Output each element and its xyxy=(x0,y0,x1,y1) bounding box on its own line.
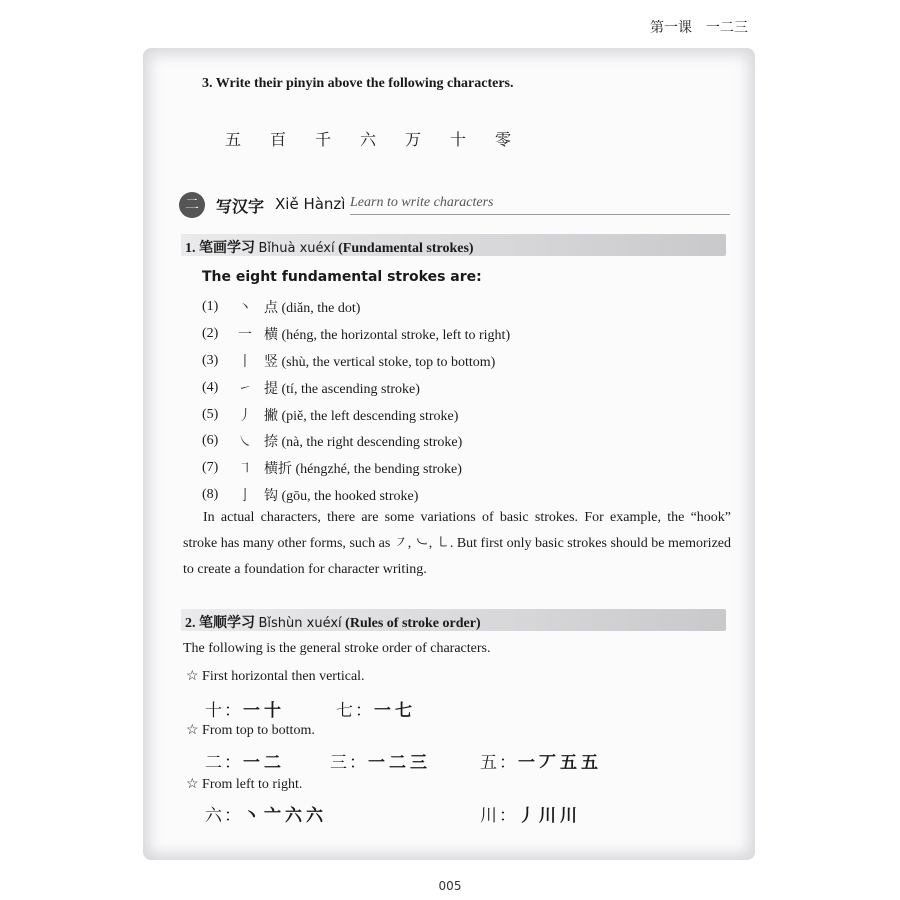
list-item xyxy=(202,374,510,401)
example-sequence: 丶亠六六 xyxy=(243,806,327,826)
stroke-number: (6) xyxy=(202,433,219,449)
stroke-list xyxy=(202,294,510,508)
stroke-description: 点 (diǎn, the dot) xyxy=(264,301,361,317)
subsection-title-en: (Fundamental strokes) xyxy=(338,241,474,256)
stroke-order-example xyxy=(205,801,327,826)
subsection-number: 2. xyxy=(185,616,196,631)
subsection-title-pinyin: Bǐshùn xuéxí xyxy=(258,616,342,631)
list-item xyxy=(202,294,510,321)
stroke-glyph: 丶 xyxy=(238,300,252,317)
example-sequence: 丿川川 xyxy=(518,806,581,826)
stroke-description: 捺 (nà, the right descending stroke) xyxy=(264,435,463,451)
practice-character: 千 xyxy=(314,130,331,149)
practice-character: 五 xyxy=(224,130,241,149)
subsection-title-en: (Rules of stroke order) xyxy=(345,616,481,631)
stroke-order-rule: ☆ From top to bottom. xyxy=(186,723,315,738)
list-item xyxy=(202,428,510,455)
example-character: 二： xyxy=(205,753,243,773)
list-item xyxy=(202,348,510,375)
practice-character: 百 xyxy=(269,130,286,149)
subsection-title-zh: 笔顺学习 xyxy=(199,616,255,631)
stroke-glyph: 一 xyxy=(238,327,252,344)
example-sequence: 一七 xyxy=(374,701,416,721)
stroke-glyph: ㇕ xyxy=(238,461,252,478)
stroke-order-example xyxy=(336,696,416,721)
subsection-heading xyxy=(185,612,481,632)
stroke-order-rule: ☆ First horizontal then vertical. xyxy=(186,669,365,684)
section-english-title: Learn to write characters xyxy=(350,195,494,210)
subsection-title-zh: 笔画学习 xyxy=(199,241,255,256)
list-item xyxy=(202,321,510,348)
subsection-heading xyxy=(185,237,474,257)
section-number-badge: 二 xyxy=(179,192,205,218)
stroke-order-intro: The following is the general stroke order of characters. xyxy=(183,641,491,656)
page-number: 005 xyxy=(438,879,462,893)
practice-character: 十 xyxy=(449,130,466,149)
stroke-number: (4) xyxy=(202,379,219,395)
example-character: 七： xyxy=(336,701,374,721)
stroke-description: 横折 (héngzhé, the bending stroke) xyxy=(264,462,462,478)
stroke-number: (7) xyxy=(202,460,219,476)
stroke-description: 竖 (shù, the vertical stoke, top to bottom) xyxy=(264,354,496,370)
stroke-glyph: 亅 xyxy=(238,487,252,504)
stroke-glyph: ㇏ xyxy=(238,434,252,451)
stroke-order-example xyxy=(480,748,602,773)
list-item xyxy=(202,455,510,482)
stroke-order-example xyxy=(480,801,581,826)
practice-character: 万 xyxy=(404,130,421,149)
strokes-intro: The eight fundamental strokes are: xyxy=(202,269,482,285)
example-character: 三： xyxy=(330,753,368,773)
stroke-description: 横 (héng, the horizontal stroke, left to right) xyxy=(264,328,511,344)
example-sequence: 一二 xyxy=(243,753,285,773)
stroke-variations-paragraph: In actual characters, there are some variations of basic strokes. For example, the “hook” stroke has many other forms, such as ㇇, ㇃, ㇄. But first only basic strokes should be memorized to create a foundation for character writing. xyxy=(183,510,731,577)
section-pinyin: Xiě Hànzì xyxy=(275,195,346,213)
stroke-description: 撇 (piě, the left descending stroke) xyxy=(264,408,459,424)
stroke-description: 钩 (gōu, the hooked stroke) xyxy=(264,488,419,504)
example-sequence: 一十 xyxy=(243,701,285,721)
stroke-number: (1) xyxy=(202,299,219,315)
stroke-order-example xyxy=(205,696,285,721)
section-divider xyxy=(350,214,730,215)
example-character: 六： xyxy=(205,806,243,826)
running-head: 第一课 一二三 xyxy=(650,20,748,36)
stroke-order-example xyxy=(205,748,285,773)
stroke-number: (2) xyxy=(202,326,219,342)
stroke-description: 提 (tí, the ascending stroke) xyxy=(264,381,420,397)
example-character: 五： xyxy=(480,753,518,773)
stroke-order-example xyxy=(330,748,431,773)
stroke-glyph: 丨 xyxy=(238,353,252,370)
stroke-glyph: ㇀ xyxy=(238,380,252,397)
stroke-number: (5) xyxy=(202,406,219,422)
practice-character: 零 xyxy=(494,130,511,149)
practice-character: 六 xyxy=(359,130,376,149)
subsection-title-pinyin: Bǐhuà xuéxí xyxy=(258,241,335,256)
list-item xyxy=(202,401,510,428)
exercise-instruction: 3. Write their pinyin above the following characters. xyxy=(202,76,514,91)
stroke-number: (8) xyxy=(202,486,219,502)
section-title: 写汉字 xyxy=(216,197,265,216)
example-sequence: 一丆五五 xyxy=(518,753,602,773)
example-sequence: 一二三 xyxy=(368,753,431,773)
stroke-number: (3) xyxy=(202,352,219,368)
subsection-number: 1. xyxy=(185,241,196,256)
practice-characters xyxy=(222,127,514,150)
example-character: 十： xyxy=(205,701,243,721)
stroke-glyph: 丿 xyxy=(238,407,252,424)
example-character: 川： xyxy=(480,806,518,826)
stroke-order-rule: ☆ From left to right. xyxy=(186,777,303,792)
